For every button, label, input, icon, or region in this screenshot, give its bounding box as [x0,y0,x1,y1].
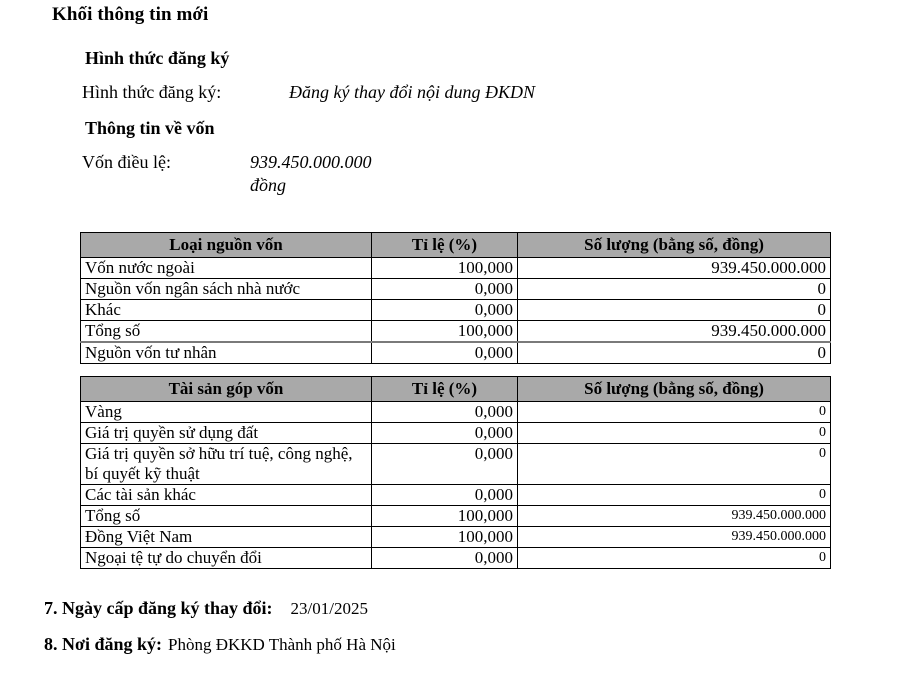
table-row [81,506,831,527]
cell-amount: 0 [518,300,831,321]
capital-assets-table [80,376,831,569]
cell-ratio: 100,000 [372,258,518,279]
capital-source-table-head [81,233,831,258]
charter-capital-label: Vốn điều lệ: [82,152,171,172]
table-header-row [81,377,831,402]
table-header-row [81,233,831,258]
column-header-name: Tài sản góp vốn [81,377,372,402]
column-header-amount: Số lượng (bằng số, đồng) [518,377,831,402]
table-row [81,300,831,321]
cell-amount: 0 [518,402,831,423]
cell-amount: 939.450.000.000 [518,506,831,527]
cell-amount: 0 [518,548,831,569]
table-row [81,258,831,279]
table-row [81,423,831,444]
table-row [81,402,831,423]
table-row [81,279,831,300]
cell-ratio: 0,000 [372,402,518,423]
cell-ratio: 100,000 [372,527,518,548]
cell-amount: 0 [518,423,831,444]
cell-amount: 939.450.000.000 [518,258,831,279]
cell-source-name: Giá trị quyền sử dụng đất [81,423,372,444]
registration-place-line [44,634,396,655]
issue-date-line [44,598,368,619]
capital-info-heading: Thông tin về vốn [85,118,215,138]
cell-ratio: 0,000 [372,444,518,485]
cell-amount: 0 [518,279,831,300]
capital-assets-table-head [81,377,831,402]
charter-capital-unit: đồng [250,175,286,195]
table-row [81,548,831,569]
issue-date-label: 7. Ngày cấp đăng ký thay đổi: [44,598,273,618]
registration-form-heading: Hình thức đăng ký [85,48,230,68]
cell-source-name: Nguồn vốn tư nhân [81,342,372,364]
cell-source-name: Ngoại tệ tự do chuyển đổi [81,548,372,569]
registration-place-value: Phòng ĐKKD Thành phố Hà Nội [168,635,396,654]
cell-source-name: Đồng Việt Nam [81,527,372,548]
cell-ratio: 0,000 [372,548,518,569]
cell-source-name: Nguồn vốn ngân sách nhà nước [81,279,372,300]
capital-source-table [80,232,831,364]
capital-assets-table-body [81,402,831,569]
cell-source-name: Tổng số [81,506,372,527]
cell-ratio: 0,000 [372,300,518,321]
cell-source-name: Vàng [81,402,372,423]
table-row [81,321,831,343]
cell-source-name: Giá trị quyền sở hữu trí tuệ, công nghệ, bí quyết kỹ thuật [81,444,372,485]
column-header-amount: Số lượng (bằng số, đồng) [518,233,831,258]
cell-amount: 0 [518,342,831,364]
table-row [81,342,831,364]
issue-date-value: 23/01/2025 [290,599,368,618]
cell-amount: 0 [518,444,831,485]
registration-form-value: Đăng ký thay đổi nội dung ĐKDN [289,82,535,102]
table-row [81,527,831,548]
cell-source-name: Tổng số [81,321,372,343]
table-row [81,444,831,485]
registration-place-label: 8. Nơi đăng ký: [44,634,162,654]
cell-source-name: Khác [81,300,372,321]
capital-source-table-body [81,258,831,364]
cell-ratio: 0,000 [372,279,518,300]
charter-capital-value: 939.450.000.000 [250,152,372,172]
cell-amount: 939.450.000.000 [518,527,831,548]
cell-ratio: 100,000 [372,506,518,527]
cell-source-name: Các tài sản khác [81,485,372,506]
cell-ratio: 0,000 [372,423,518,444]
block-title: Khối thông tin mới [52,4,209,25]
cell-ratio: 0,000 [372,485,518,506]
cell-amount: 939.450.000.000 [518,321,831,343]
column-header-ratio: Tỉ lệ (%) [372,233,518,258]
cell-ratio: 0,000 [372,342,518,364]
cell-amount: 0 [518,485,831,506]
column-header-ratio: Tỉ lệ (%) [372,377,518,402]
cell-ratio: 100,000 [372,321,518,343]
table-row [81,485,831,506]
registration-form-label: Hình thức đăng ký: [82,82,222,102]
column-header-name: Loại nguồn vốn [81,233,372,258]
cell-source-name: Vốn nước ngoài [81,258,372,279]
